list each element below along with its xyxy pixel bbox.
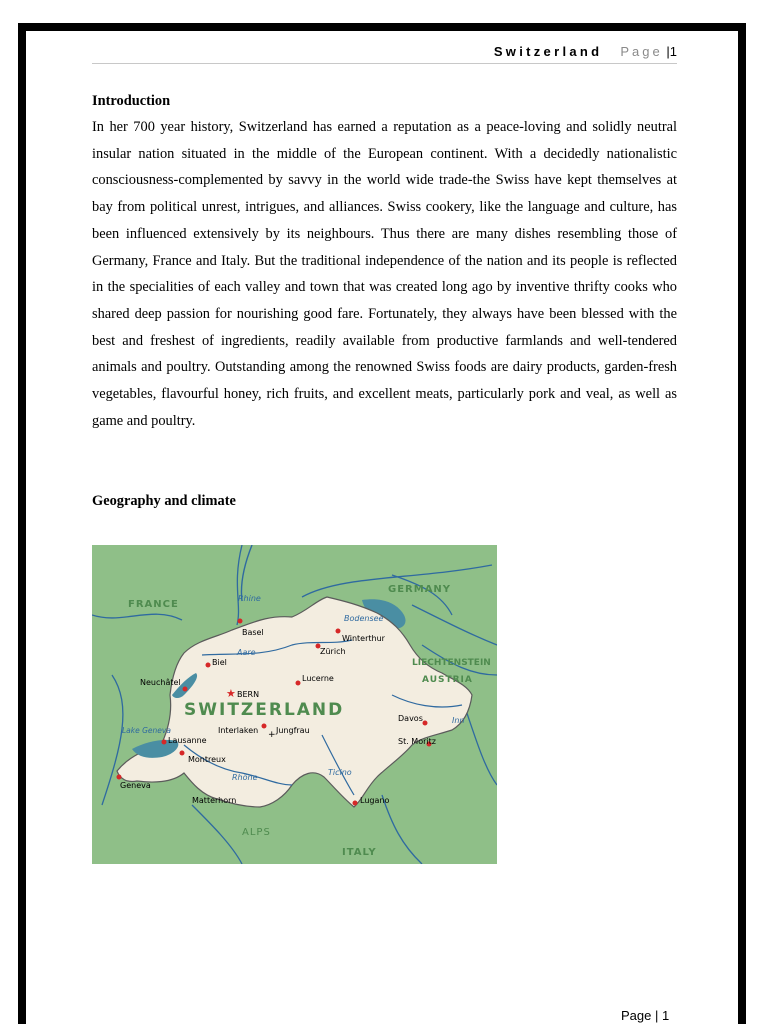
city-zurich: Zürich (320, 647, 346, 656)
label-liechtenstein: LIECHTENSTEIN (412, 658, 491, 668)
city-bern: BERN (237, 690, 260, 699)
label-lake-geneva: Lake Geneva (122, 726, 171, 735)
city-montreux: Montreux (188, 755, 226, 764)
city-st-moritz: St. Moritz (398, 737, 436, 746)
city-biel: Biel (212, 658, 227, 667)
header-title: Switzerland (493, 44, 603, 59)
label-rhine: Rhine (238, 594, 261, 603)
label-italy: ITALY (342, 847, 377, 858)
city-davos: Davos (398, 714, 423, 723)
page-header (92, 44, 677, 64)
city-basel: Basel (242, 628, 264, 637)
header-separator: | (666, 44, 670, 59)
label-aare: Aare (237, 648, 256, 657)
city-neuchatel: Neuchâtel (140, 678, 181, 687)
label-germany: GERMANY (388, 584, 452, 595)
label-bodensee: Bodensee (344, 614, 384, 623)
page-frame-right (738, 23, 746, 1024)
city-interlaken: Interlaken (218, 726, 259, 735)
city-geneva: Geneva (120, 781, 151, 790)
label-switzerland: SWITZERLAND (184, 700, 345, 720)
city-matterhorn: Matterhorn (192, 796, 237, 805)
introduction-paragraph: In her 700 year history, Switzerland has earned a reputation as a peace-loving and solidly neutral insular nation situated in the middle of the European continent. With a decidedly nationalistic consciousness-complemented by savvy in the world wide trade-the Swiss have kept themselves at bay from political unrest, intrigues, and alliances. Swiss cookery, like the language and culture, has been influenced extensively by its neighbours. Thus there are many dishes resembling those of Germany, France and Italy. But the traditional independence of the nation and its people is reflected in the specialities of each valley and town that was created long ago by inventive thrifty cooks who shared deep passion for nourishing good fare. Fortunately, they always have been blessed with the best and freshest of ingredients, readily available from productive farmlands and well-tendered animals and poultry. Outstanding among the renowned Swiss foods are dairy products, garden-fresh vegetables, flavourful honey, rich fruits, and excellent meats, particularly pork and veal, as well as game and poultry. (92, 119, 677, 429)
page-frame-top (18, 23, 746, 31)
label-austria: AUSTRIA (422, 675, 473, 685)
city-winterthur: Winterthur (342, 634, 385, 643)
city-lausanne: Lausanne (168, 736, 207, 745)
jungfrau-peak-icon: + (268, 730, 276, 740)
city-jungfrau: Jungfrau (276, 726, 310, 735)
switzerland-map (92, 545, 497, 864)
bern-star-icon: ★ (226, 687, 236, 700)
label-ticino: Ticino (328, 768, 352, 777)
page-footer: Page | 1 (621, 1008, 670, 1023)
introduction-heading: Introduction (92, 93, 171, 109)
city-lucerne: Lucerne (302, 674, 334, 683)
header-page-word: Page (620, 44, 663, 59)
page-frame-left (18, 23, 26, 1024)
city-lugano: Lugano (360, 796, 390, 805)
label-france: FRANCE (128, 599, 179, 610)
main-content (92, 90, 677, 434)
header-page-number: 1 (669, 44, 677, 59)
label-rhone: Rhône (232, 773, 258, 782)
label-inn: Inn (452, 716, 465, 725)
label-alps: ALPS (242, 827, 271, 838)
geography-heading: Geography and climate (92, 493, 236, 509)
